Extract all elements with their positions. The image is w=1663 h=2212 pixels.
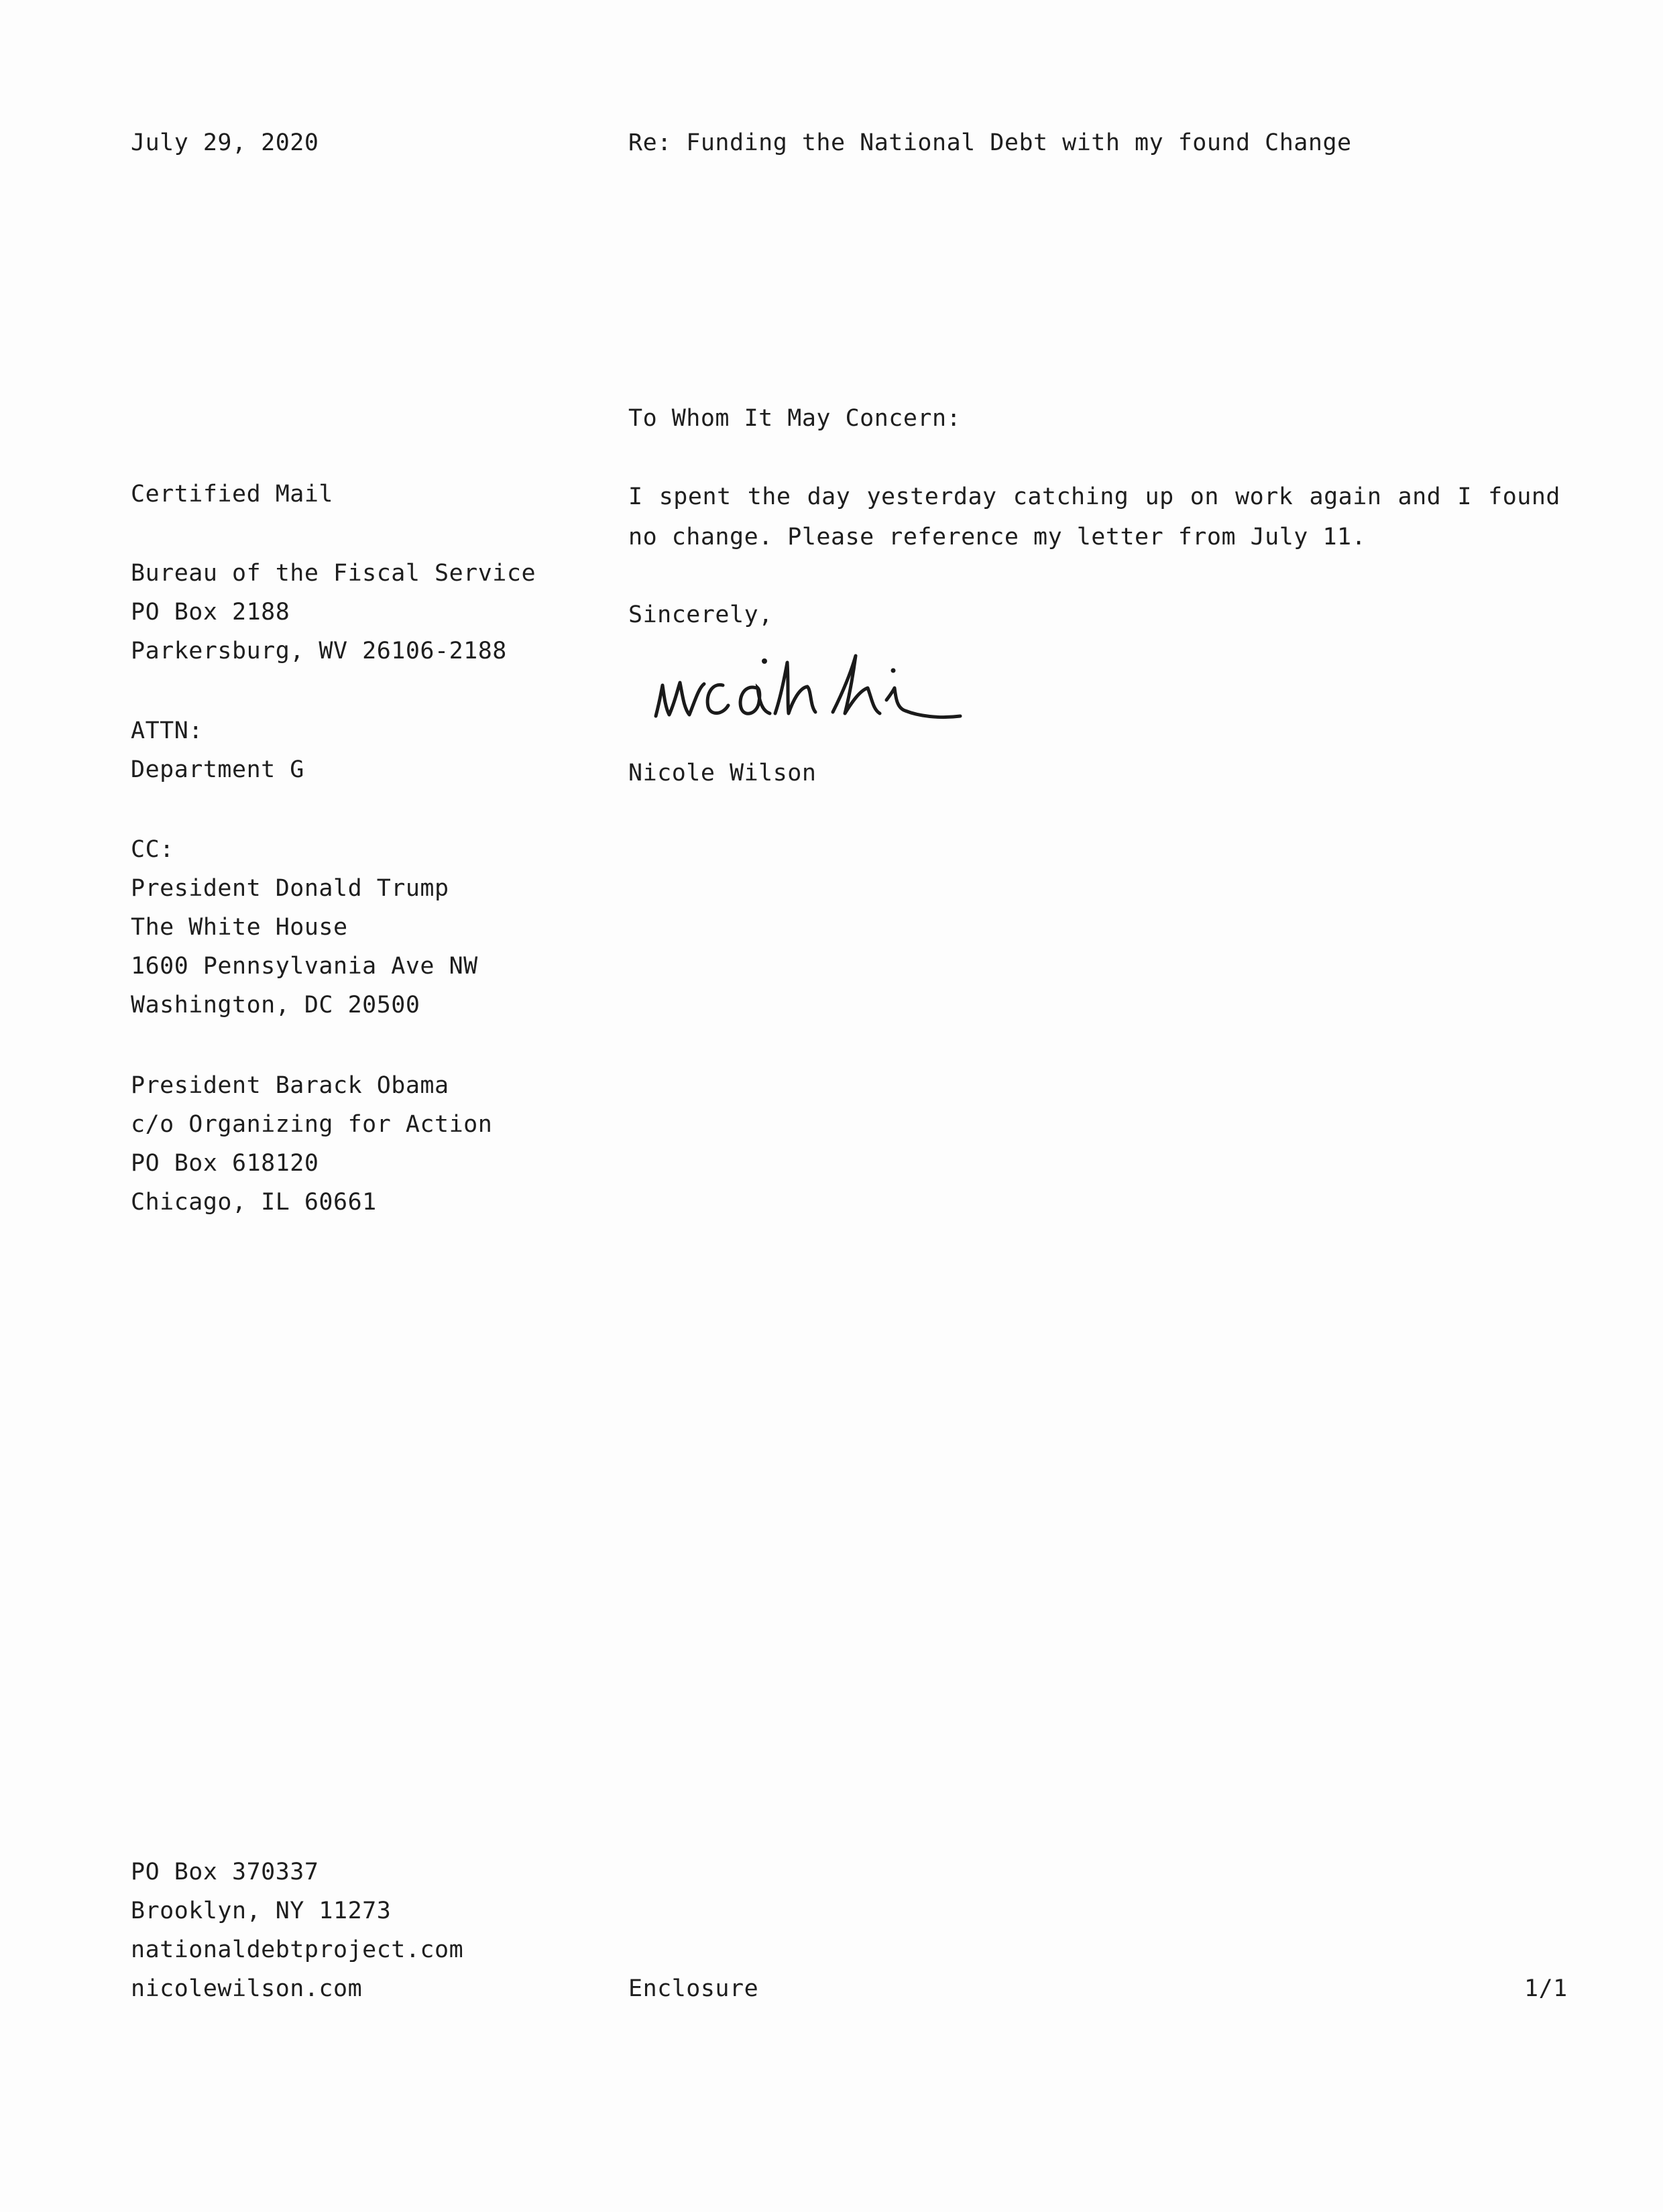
signer-name: Nicole Wilson [628,760,817,787]
address-line: c/o Organizing for Action [131,1111,493,1138]
cc-label: CC: [131,836,174,863]
attn-block [131,711,304,789]
address-line: President Donald Trump [131,875,449,902]
address-line: Washington, DC 20500 [131,992,420,1018]
footer-link: nicolewilson.com [131,1975,363,2002]
attn-department: Department G [131,756,304,783]
enclosure-label: Enclosure [628,1975,759,2002]
footer-line: Brooklyn, NY 11273 [131,1898,392,1924]
address-line: PO Box 618120 [131,1150,319,1177]
address-line: Bureau of the Fiscal Service [131,560,536,587]
letter-body: I spent the day yesterday catching up on work again and I found no change. Please reference my letter from July 11. [628,483,1560,550]
closing: Sincerely, [628,601,773,628]
address-line: Chicago, IL 60661 [131,1189,377,1216]
footer-link: nationaldebtproject.com [131,1936,464,1963]
delivery-method: Certified Mail [131,481,334,508]
address-line: The White House [131,914,348,941]
attn-label: ATTN: [131,717,203,744]
address-line: 1600 Pennsylvania Ave NW [131,953,478,980]
cc2-block [131,1066,492,1222]
address-line: President Barack Obama [131,1072,449,1099]
signature [644,644,1006,731]
address-line: PO Box 2188 [131,599,290,626]
sender-footer [131,1853,463,2008]
letter-date: July 29, 2020 [131,129,319,156]
recipient-address [131,554,536,671]
salutation: To Whom It May Concern: [628,405,962,432]
letter-subject: Re: Funding the National Debt with my found Change [628,129,1352,156]
footer-line: PO Box 370337 [131,1859,319,1885]
address-line: Parkersburg, WV 26106-2188 [131,638,507,664]
cc-block [131,830,478,1025]
page-number: 1/1 [1524,1975,1568,2002]
